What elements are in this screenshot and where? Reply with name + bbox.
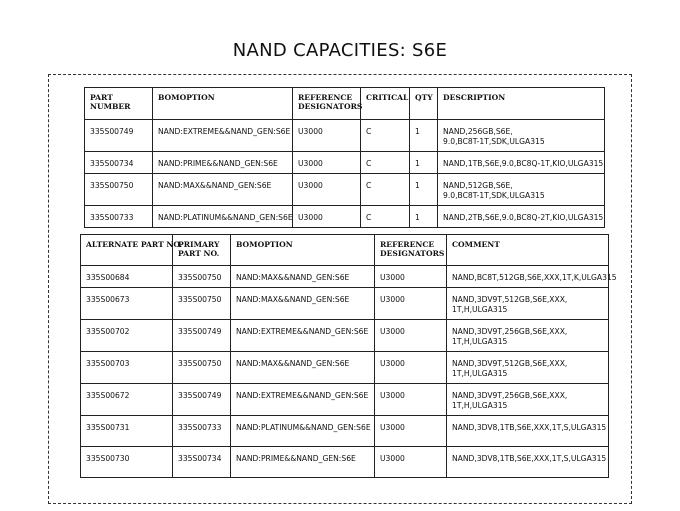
qty-cell: 1: [410, 120, 438, 152]
reference-designator-cell: U3000: [375, 384, 447, 416]
table-row: [85, 120, 605, 152]
header-alternate-part-no: ALTERNATE PART NO.: [81, 235, 173, 266]
alternate-part-cell: 335S00703: [81, 352, 173, 384]
table-row: [81, 266, 609, 288]
comment-cell: NAND,3DV9T,256GB,S6E,XXX, 1T,H,ULGA315: [447, 320, 609, 352]
table-header-row: [81, 235, 609, 266]
primary-parts-table: [84, 87, 605, 228]
table-row: [85, 206, 605, 228]
header-reference-designators: REFERENCE DESIGNATORS: [293, 88, 361, 120]
header-comment: COMMENT: [447, 235, 609, 266]
header-reference-designators: REFERENCE DESIGNATORS: [375, 235, 447, 266]
comment-cell: NAND,3DV9T,512GB,S6E,XXX, 1T,H,ULGA315: [447, 352, 609, 384]
comment-cell: NAND,BC8T,512GB,S6E,XXX,1T,K,ULGA315: [447, 266, 609, 288]
reference-designator-cell: U3000: [375, 352, 447, 384]
primary-part-cell: 335S00749: [173, 384, 231, 416]
critical-cell: C: [361, 206, 410, 228]
header-bomoption: BOMOPTION: [153, 88, 293, 120]
reference-designator-cell: U3000: [293, 206, 361, 228]
alternate-part-cell: 335S00684: [81, 266, 173, 288]
reference-designator-cell: U3000: [375, 447, 447, 478]
qty-cell: 1: [410, 174, 438, 206]
primary-part-cell: 335S00750: [173, 288, 231, 320]
bomoption-cell: NAND:EXTREME&&NAND_GEN:S6E: [231, 320, 375, 352]
description-cell: NAND,1TB,S6E,9.0,BC8Q-1T,KIO,ULGA315: [438, 152, 605, 174]
description-cell: NAND,256GB,S6E, 9.0,BC8T-1T,SDK,ULGA315: [438, 120, 605, 152]
bomoption-cell: NAND:MAX&&NAND_GEN:S6E: [231, 352, 375, 384]
bomoption-cell: NAND:PRIME&&NAND_GEN:S6E: [153, 152, 293, 174]
alternate-parts-table: [80, 234, 617, 478]
alternate-part-cell: 335S00672: [81, 384, 173, 416]
primary-part-cell: 335S00734: [173, 447, 231, 478]
comment-cell: NAND,3DV8,1TB,S6E,XXX,1T,S,ULGA315: [447, 447, 609, 478]
bomoption-cell: NAND:EXTREME&&NAND_GEN:S6E: [153, 120, 293, 152]
description-cell: NAND,2TB,S6E,9.0,BC8Q-2T,KIO,ULGA315: [438, 206, 605, 228]
table-row: [81, 416, 609, 447]
header-primary-part-no: PRIMARY PART NO.: [173, 235, 231, 266]
alternate-part-cell: 335S00673: [81, 288, 173, 320]
table-row: [85, 152, 605, 174]
reference-designator-cell: U3000: [293, 120, 361, 152]
bomoption-cell: NAND:MAX&&NAND_GEN:S6E: [153, 174, 293, 206]
bomoption-cell: NAND:PLATINUM&&NAND_GEN:S6E: [231, 416, 375, 447]
part-number-cell: 335S00750: [85, 174, 153, 206]
table-row: [85, 174, 605, 206]
reference-designator-cell: U3000: [375, 266, 447, 288]
header-description: DESCRIPTION: [438, 88, 605, 120]
qty-cell: 1: [410, 152, 438, 174]
comment-cell: NAND,3DV9T,512GB,S6E,XXX, 1T,H,ULGA315: [447, 288, 609, 320]
table-row: [81, 320, 609, 352]
primary-part-cell: 335S00750: [173, 266, 231, 288]
primary-part-cell: 335S00749: [173, 320, 231, 352]
bomoption-cell: NAND:MAX&&NAND_GEN:S6E: [231, 288, 375, 320]
critical-cell: C: [361, 152, 410, 174]
comment-cell: NAND,3DV8,1TB,S6E,XXX,1T,S,ULGA315: [447, 416, 609, 447]
comment-cell: NAND,3DV9T,256GB,S6E,XXX, 1T,H,ULGA315: [447, 384, 609, 416]
header-qty: QTY: [410, 88, 438, 120]
part-number-cell: 335S00734: [85, 152, 153, 174]
table-row: [81, 384, 609, 416]
table-row: [81, 352, 609, 384]
description-cell: NAND,512GB,S6E, 9.0,BC8T-1T,SDK,ULGA315: [438, 174, 605, 206]
primary-part-cell: 335S00750: [173, 352, 231, 384]
alternate-part-cell: 335S00731: [81, 416, 173, 447]
table-row: [81, 288, 609, 320]
alternate-part-cell: 335S00730: [81, 447, 173, 478]
reference-designator-cell: U3000: [293, 152, 361, 174]
reference-designator-cell: U3000: [375, 288, 447, 320]
reference-designator-cell: U3000: [293, 174, 361, 206]
critical-cell: C: [361, 120, 410, 152]
primary-part-cell: 335S00733: [173, 416, 231, 447]
part-number-cell: 335S00733: [85, 206, 153, 228]
header-bomoption: BOMOPTION: [231, 235, 375, 266]
table-row: [81, 447, 609, 478]
part-number-cell: 335S00749: [85, 120, 153, 152]
critical-cell: C: [361, 174, 410, 206]
bomoption-cell: NAND:PLATINUM&&NAND_GEN:S6E: [153, 206, 293, 228]
reference-designator-cell: U3000: [375, 320, 447, 352]
bomoption-cell: NAND:PRIME&&NAND_GEN:S6E: [231, 447, 375, 478]
header-critical: CRITICAL: [361, 88, 410, 120]
bomoption-cell: NAND:EXTREME&&NAND_GEN:S6E: [231, 384, 375, 416]
page-title: NAND CAPACITIES: S6E: [232, 40, 448, 61]
bomoption-cell: NAND:MAX&&NAND_GEN:S6E: [231, 266, 375, 288]
reference-designator-cell: U3000: [375, 416, 447, 447]
table-header-row: [85, 88, 605, 120]
alternate-part-cell: 335S00702: [81, 320, 173, 352]
qty-cell: 1: [410, 206, 438, 228]
header-part-number: PART NUMBER: [85, 88, 153, 120]
